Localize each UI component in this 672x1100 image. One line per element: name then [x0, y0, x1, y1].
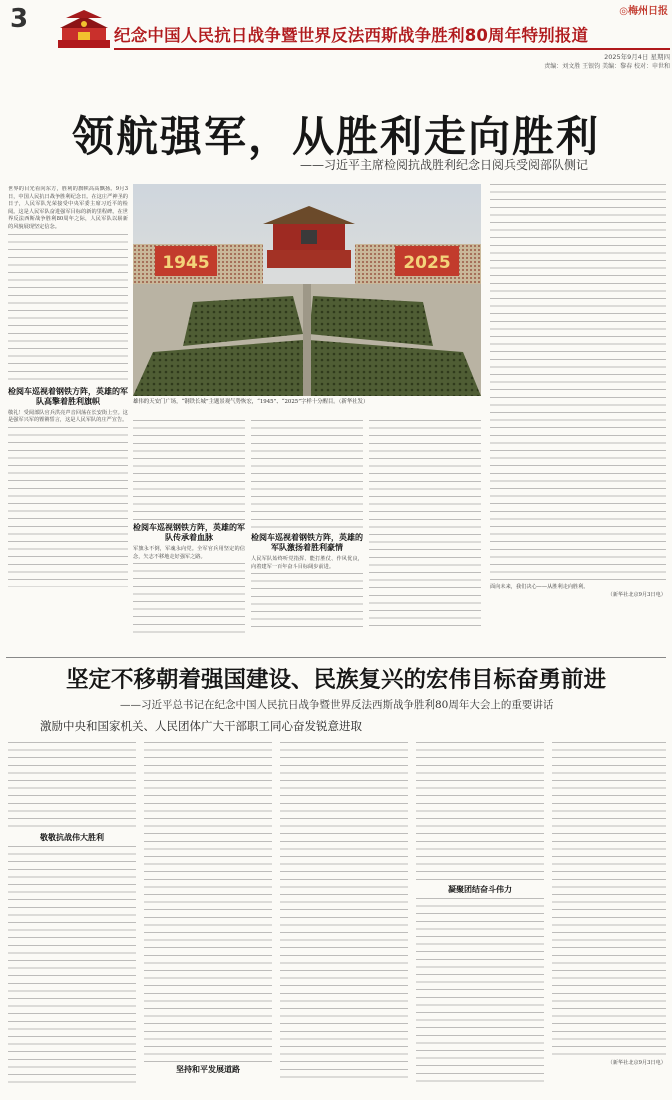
- story1-column-2: [133, 420, 245, 646]
- story1-column-4: [369, 420, 481, 646]
- story2-col1-body-lines: [8, 742, 136, 830]
- story1-col1-subheading: 检阅车巡视着钢铁方阵，英雄的军队高擎着胜利旗帜: [8, 386, 128, 406]
- parade-photo: [133, 184, 481, 396]
- story2-column-2: [144, 742, 272, 1092]
- story1-col1-text: 世界的目光看向东方，胜利的旗帜高高飘扬。9月3日，中国人民抗日战争胜利纪念日。在这庄严神圣的日子，人民军队光荣接受中央军委主席习近平的检阅。这是人民军队奋进强军目标的新的里程碑。在世界反法西斯战争胜利80周年之际，人民军队以崭新的风貌展现坚定信念。: [8, 186, 128, 230]
- page-header: [0, 0, 672, 70]
- story1-col2-body-lines: [133, 420, 245, 520]
- story2-col3-body-lines: [280, 742, 408, 1082]
- story1-closing: （新华社北京9月3日电）: [607, 591, 666, 598]
- story2-column-1: [8, 742, 136, 1092]
- story1-col3-subheading: 检阅车巡视着钢铁方阵，英雄的军队激扬着胜利豪情: [251, 533, 363, 552]
- story2-subhead: ——习近平总书记在纪念中国人民抗日战争暨世界反法西斯战争胜利80周年大会上的重要讲话: [120, 699, 554, 711]
- story-divider: [6, 657, 666, 658]
- story2-col4-body-lines: [416, 742, 544, 882]
- story2-col1-subheading: 敬敬抗战伟大胜利: [40, 833, 104, 842]
- header-rule: [114, 48, 670, 50]
- story1-headline: 领航强军，从胜利走向胜利: [71, 112, 600, 161]
- story2-closing: （新华社北京9月3日电）: [607, 1060, 666, 1066]
- story1-col1-body-lines: [8, 234, 128, 384]
- photo-year-1945: 1945: [162, 253, 210, 273]
- tiananmen-emblem-icon: [56, 6, 112, 50]
- story1-col5-text: 面向未来，我们决心——从胜利走向胜利。: [490, 584, 589, 590]
- story1-col3-body-lines: [251, 420, 363, 530]
- page-number: 3: [10, 4, 29, 34]
- story2-column-5: [552, 742, 666, 1092]
- story2-col4-body-lines-2: [416, 898, 544, 1083]
- story1-column-5: [490, 184, 666, 646]
- photo-caption: 雄伟的天安门广场，“钢铁长城”主题景观气势恢宏，“1945”、“2025”字样十分醒目。（新华社发）: [133, 399, 369, 405]
- story2-col2-subheading: 坚持和平发展道路: [176, 1065, 240, 1074]
- story1-column-1: [8, 186, 128, 646]
- story1-col1-body-lines-2: [8, 427, 128, 587]
- story2-col1-body-lines-2: [8, 846, 136, 1086]
- story1-col2-text: 军旗永不倒，军魂永向党。全军官兵用坚定的信念，矢志不移地走好强军之路。: [133, 546, 245, 560]
- story2-kicker: 激励中央和国家机关、人民团体广大干部职工同心奋发锐意进取: [40, 719, 362, 733]
- story1-col3-text: 人民军队始终听党指挥、能打胜仗、作风优良，向着建军一百年奋斗目标阔步前进。: [251, 556, 363, 570]
- story2-col2-body-lines: [144, 742, 272, 1062]
- story2-col5-body-lines: [552, 742, 666, 1060]
- story1-column-3: [251, 420, 363, 646]
- story2-headline: 坚定不移朝着强国建设、民族复兴的宏伟目标奋勇前进: [65, 667, 606, 693]
- paper-brand: ◎梅州日报: [619, 6, 668, 17]
- story1-subhead: ——习近平主席检阅抗战胜利纪念日阅兵受阅部队侧记: [300, 158, 589, 172]
- dateline: 2025年9月4日 星期四: [604, 53, 670, 61]
- story2-col4-subheading: 凝聚团结奋斗伟力: [448, 885, 512, 894]
- story1-col2-body-lines-2: [133, 563, 245, 633]
- story2-column-4: [416, 742, 544, 1092]
- story1-col2-subheading: 检阅车巡视钢铁方阵，英雄的军队传承着血脉: [133, 523, 245, 542]
- editors-credit: 责编：刘文胜 王银钧 美编：黎春 校对：申世和: [544, 63, 670, 70]
- story1-col4-body-lines: [369, 420, 481, 630]
- story1-col1-text2: 敬礼！受阅部队官兵洪亮声音回荡在长安街上空。这是强军兴军的铿锵誓言，这是人民军队的庄严宣告。: [8, 409, 128, 424]
- story2-column-3: [280, 742, 408, 1092]
- story1-col3-body-lines-2: [251, 573, 363, 633]
- section-title: 纪念中国人民抗日战争暨世界反法西斯战争胜利80周年特别报道: [114, 26, 589, 45]
- story1-col5-body-lines: [490, 184, 666, 584]
- photo-year-2025: 2025: [403, 253, 451, 273]
